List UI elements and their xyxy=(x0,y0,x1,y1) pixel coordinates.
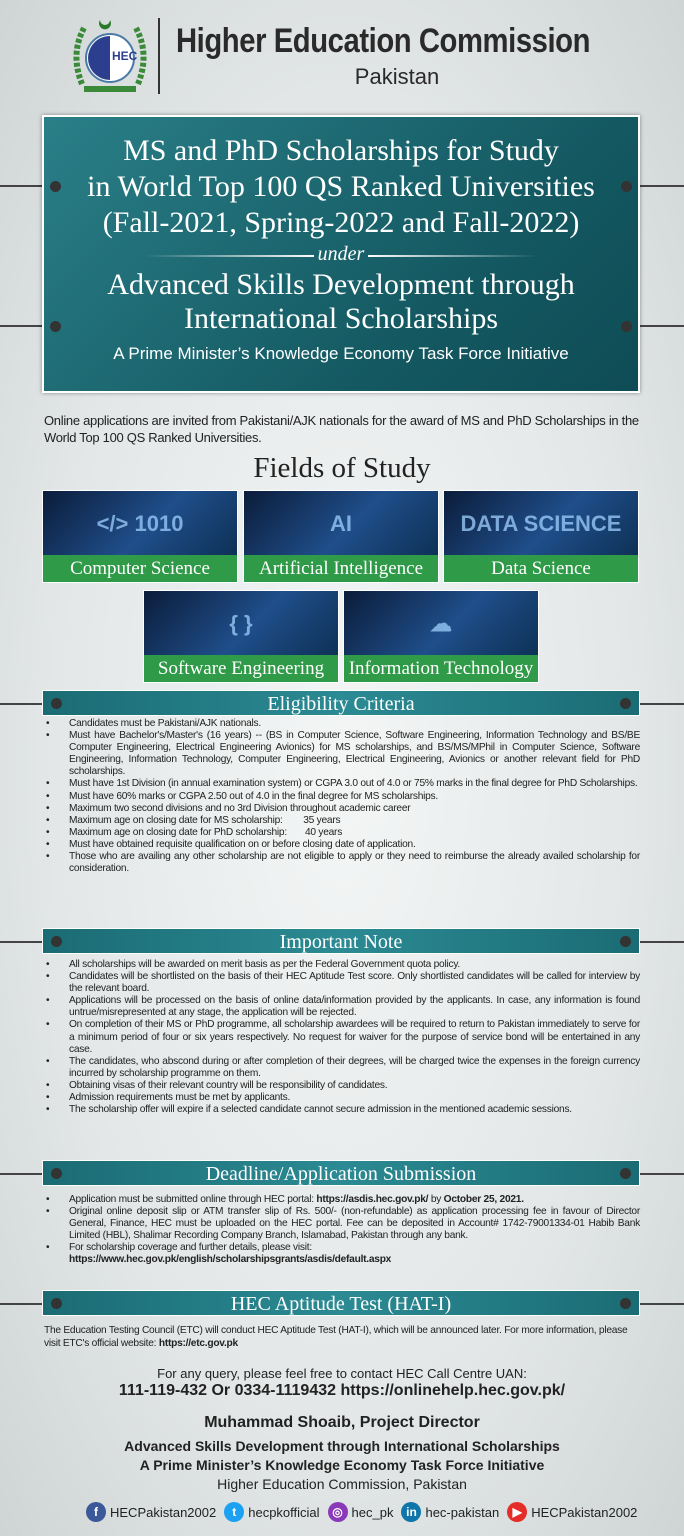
list-item: • Original online deposit slip or ATM transfer slip of Rs. 500/- (non-refundable) as application processing fee in favour of Director General, Finance, HEC must be uploaded on the HEC portal. Fee can be deposited in Account# 1742-79001334-01 Habib Bank Limited (HBL), Shalimar Recording Company Branch, Islamabad, Pakistan through any bank. xyxy=(44,1206,640,1242)
field-image: { } xyxy=(229,611,253,636)
eligibility-list xyxy=(44,718,643,875)
fields-heading: Fields of Study xyxy=(253,452,431,484)
section-title: Eligibility Criteria xyxy=(267,693,415,715)
text: The Education Testing Council (ETC) will conduct HEC Aptitude Test (HAT-I), which will be announced later. For more information, please visit ETC's official website: xyxy=(44,1325,628,1349)
social-handle: hec_pk xyxy=(351,1504,394,1520)
list-item: • Applications will be processed on the basis of online data/information provided by the applicants. In case, any information is found untrue/misrepresented at any stage, the application will be rejected. xyxy=(44,995,640,1019)
list-item xyxy=(44,1194,640,1206)
signature-name xyxy=(0,1414,684,1432)
title-banner xyxy=(42,115,640,393)
list-item: • Maximum age on closing date for PhD scholarship: 40 years xyxy=(44,827,640,839)
banner-line: International Scholarships xyxy=(183,302,499,335)
connector-line xyxy=(0,185,42,187)
director-title: , Project Director xyxy=(350,1414,480,1431)
portal-link[interactable]: https://asdis.hec.gov.pk/ xyxy=(316,1194,429,1205)
bullet-dot xyxy=(51,698,62,709)
list-item: • Admission requirements must be met by applicants. xyxy=(44,1092,640,1104)
youtube-icon: ▶ xyxy=(507,1502,527,1522)
field-image: AI xyxy=(330,511,352,536)
text: by xyxy=(428,1194,444,1205)
connector-line xyxy=(640,185,684,187)
list-item: • Must have 60% marks or CGPA 2.50 out of 4.0 in the final degree for MS scholarships. xyxy=(44,791,640,803)
field-tile xyxy=(243,490,439,583)
etc-link[interactable]: https://etc.gov.pk xyxy=(158,1337,238,1349)
social-handle: hecpkofficial xyxy=(248,1504,320,1520)
instagram-icon: ◎ xyxy=(328,1502,348,1522)
list-item: • Candidates will be shortlisted on the basis of their HEC Aptitude Test score. Only shortlisted candidates will be called for interview by the relevant board. xyxy=(44,971,640,995)
deadline-list xyxy=(44,1194,640,1267)
bullet-dot xyxy=(50,321,61,332)
bullet-dot xyxy=(51,936,62,947)
list-item: • All scholarships will be awarded on merit basis as per the Federal Government quota policy. xyxy=(44,959,640,971)
list-item: • Obtaining visas of their relevant country will be responsibility of candidates. xyxy=(44,1080,640,1092)
twitter-icon: t xyxy=(224,1502,244,1522)
field-tile xyxy=(143,590,339,683)
list-item: • Those who are availing any other scholarship are not eligible to apply or they need to reimburse the already availed scholarship for consideration. xyxy=(44,851,640,875)
social-handle: HECPakistan2002 xyxy=(110,1504,217,1520)
program-title xyxy=(44,268,638,336)
field-tile xyxy=(343,590,539,683)
list-item: • Must have obtained requisite qualification on or before closing date of application. xyxy=(44,839,640,851)
social-links xyxy=(86,1502,637,1522)
field-tile xyxy=(42,490,238,583)
banner-line: Advanced Skills Development through xyxy=(107,268,575,301)
social-link[interactable] xyxy=(86,1502,216,1522)
social-link[interactable] xyxy=(224,1502,319,1522)
bullet-dot xyxy=(620,936,631,947)
list-item: • Must have 1st Division (in annual examination system) or CGPA 3.0 out of 4.0 or 75% marks in the final degree for PhD Scholarships. xyxy=(44,778,640,790)
section-title: Deadline/Application Submission xyxy=(205,1163,477,1185)
banner-initiative: A Prime Minister’s Knowledge Economy Task Force Initiative xyxy=(113,344,569,363)
bullet-dot xyxy=(620,1298,631,1309)
linkedin-icon: in xyxy=(401,1502,421,1522)
signature-org: Higher Education Commission, Pakistan xyxy=(217,1476,467,1492)
list-item: • Must have Bachelor's/Master's (16 years) -- (BS in Computer Science, Software Engineering, Information Technology and BS/BE Computer Engineering, Electrical Engineering Avionics) for MS scholarships, and BS/MS/MPhil in Computer Science, Software Engineering, Information Technology, Computer Engineering, Electrical Engineering, Avionics or another relevant field for PhD scholarships. xyxy=(44,730,640,778)
list-item: • The scholarship offer will expire if a selected candidate cannot secure admission in the mentioned academic sessions. xyxy=(44,1104,640,1116)
field-label: Information Technology xyxy=(344,655,538,682)
org-country: Pakistan xyxy=(354,64,440,89)
field-tile xyxy=(443,490,639,583)
banner-line: (Fall-2021, Spring-2022 and Fall-2022) xyxy=(102,206,580,239)
social-link[interactable] xyxy=(507,1502,637,1522)
contact-numbers: 111-119-432 Or 0334-1119432 https://onlinehelp.hec.gov.pk/ xyxy=(118,1382,566,1399)
banner-line: MS and PhD Scholarships for Study xyxy=(123,134,559,167)
connector-line xyxy=(640,325,684,327)
list-item: • The candidates, who abscond during or after completion of their degrees, will be charged twice the expenses in the foreign currency incurred by scholarship programme on them. xyxy=(44,1056,640,1080)
bullet-dot xyxy=(620,1168,631,1179)
field-label: Artificial Intelligence xyxy=(244,555,438,582)
list-item: • Candidates must be Pakistani/AJK nationals. xyxy=(44,718,640,730)
banner-under: under xyxy=(44,243,638,266)
text: Application must be submitted online through HEC portal: xyxy=(69,1194,317,1205)
banner-title xyxy=(44,133,638,241)
details-link[interactable]: https://www.hec.gov.pk/english/scholarshipsgrants/asdis/default.aspx xyxy=(69,1254,392,1266)
hat-text xyxy=(44,1325,640,1350)
org-name: Higher Education Commission xyxy=(176,22,591,60)
list-item: • On completion of their MS or PhD programme, all scholarship awardees will be required to return to Pakistan immediately to serve for a minimum period of four or six years respectively. No request for waiver for the purpose of service bond will be entertained in any case. xyxy=(44,1019,640,1055)
social-link[interactable] xyxy=(401,1502,499,1522)
bullet-dot xyxy=(51,1298,62,1309)
hat-heading xyxy=(42,1290,640,1316)
eligibility-heading xyxy=(42,690,640,716)
bullet-dot xyxy=(51,1168,62,1179)
connector-line xyxy=(0,325,42,327)
intro-text: Online applications are invited from Pakistani/AJK nationals for the award of MS and PhD Scholarships in the World Top 100 QS Ranked Universities. xyxy=(44,413,639,445)
contact-line: For any query, please feel free to contact HEC Call Centre UAN: xyxy=(157,1366,527,1381)
note-list xyxy=(44,959,643,1116)
list-item xyxy=(44,1242,640,1266)
field-label: Software Engineering xyxy=(144,655,338,682)
field-image: </> 1010 xyxy=(96,511,184,536)
signature-program: Advanced Skills Development through International Scholarships xyxy=(124,1438,560,1454)
text: For scholarship coverage and further details, please visit: xyxy=(69,1242,312,1254)
banner-line: in World Top 100 QS Ranked Universities xyxy=(87,170,595,203)
svg-text:HEC: HEC xyxy=(112,49,138,63)
bullet-dot xyxy=(620,698,631,709)
field-image: ☁ xyxy=(430,611,452,636)
list-item: • Maximum two second divisions and no 3rd Division throughout academic career xyxy=(44,803,640,815)
social-link[interactable] xyxy=(328,1502,394,1522)
social-handle: hec-pakistan xyxy=(425,1504,500,1520)
deadline-heading xyxy=(42,1160,640,1186)
social-handle: HECPakistan2002 xyxy=(531,1504,638,1520)
facebook-icon: f xyxy=(86,1502,106,1522)
bullet-dot xyxy=(50,181,61,192)
note-heading xyxy=(42,928,640,954)
field-image: DATA SCIENCE xyxy=(460,511,622,536)
field-label: Data Science xyxy=(444,555,638,582)
section-title: HEC Aptitude Test (HAT-I) xyxy=(230,1293,452,1315)
section-title: Important Note xyxy=(279,931,403,953)
bullet-dot xyxy=(621,181,632,192)
field-label: Computer Science xyxy=(43,555,237,582)
list-item: • Maximum age on closing date for MS scholarship: 35 years xyxy=(44,815,640,827)
deadline-date: October 25, 2021. xyxy=(443,1194,524,1205)
bullet-dot xyxy=(621,321,632,332)
signature-initiative: A Prime Minister’s Knowledge Economy Task Force Initiative xyxy=(139,1457,545,1473)
director-name: Muhammad Shoaib xyxy=(204,1414,351,1431)
